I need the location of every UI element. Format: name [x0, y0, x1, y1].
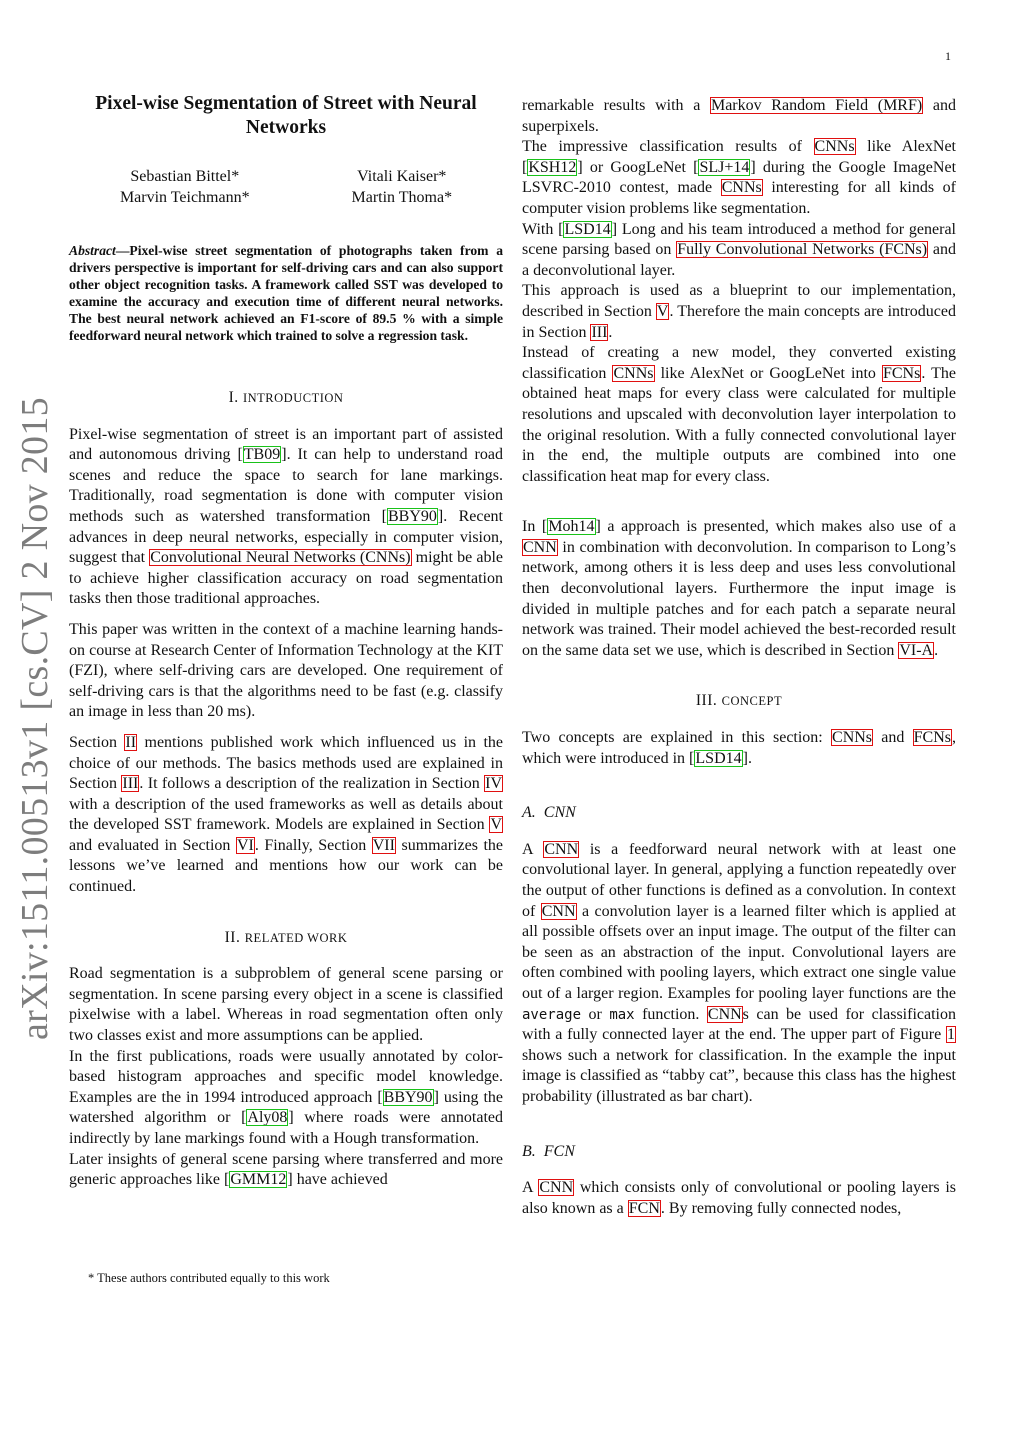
paragraph: The impressive classification results of CNNs like AlexNet [KSH12] or GoogLeNet [SLJ+14] during the Google ImageNet LSVRC-2010 contest, made CNNs interesting for all kinds of computer vision problems like segmentation. — [522, 138, 957, 217]
abstract-text: —Pixel-wise street segmentation of photographs taken from a drivers perspective is important for self-driving cars and can also support other object recognition tasks. A framework called SST was developed to examine the accuracy and execution time of different neural networks. The best neural network achieved an F1-score of 89.5 % with a simple feedforward neural network which trained to solve a regression task. — [69, 243, 503, 343]
left-column — [69, 92, 503, 1191]
citation-link[interactable]: BBY90 — [388, 507, 437, 525]
author-column — [120, 166, 250, 208]
page-number: 1 — [945, 49, 951, 63]
author-name: Marvin Teichmann* — [119, 189, 250, 206]
acronym-link[interactable]: CNN — [541, 902, 576, 920]
section-link[interactable]: VI — [236, 836, 254, 854]
paragraph: A CNN is a feedforward neural network with at least one convolutional layer. In general, applying a function repeatedly over the output of other functions is defined as a convolution. In context of CNN a convolution layer is a learned filter which is applied at all possible offsets over an input image. The output of the filter can be seen as an abstraction of the input. Convolutional layers are often combined with pooling layers, which extract one single value out of a larger region. Examples for pooling layer functions are the average or max function. CNNs can be used for classification with a fully connected layer at the end. The upper part of Figure 1 shows such a network for classification. In the example the input image is classified as “tabby cat”, because this class has the highest probability (illustrated as bar chart). — [522, 840, 957, 1105]
citation-link[interactable]: Aly08 — [247, 1109, 288, 1127]
abstract — [69, 242, 503, 344]
section-heading-introduction: I. INTRODUCTION — [228, 389, 344, 406]
section-link[interactable]: IV — [485, 775, 502, 793]
paragraph: Section II mentions published work which influenced us in the choice of our methods. The basics methods used are explained in Section III. It follows a description of the realization in Section IV with a description of the used frameworks as well as details about the developed SST framework. Models are explained in Section V and evaluated in Section VI. Finally, Section VII summarizes the lessons we’ve learned and mentions how our work can be continued. — [69, 733, 504, 896]
citation-link[interactable]: KSH12 — [528, 158, 577, 176]
acronym-link[interactable]: CNN — [523, 538, 557, 556]
footnote: * These authors contributed equally to this work — [88, 1271, 330, 1285]
section-heading-concept: III. CONCEPT — [695, 692, 783, 710]
citation-link[interactable]: Moh14 — [548, 518, 595, 536]
section-link[interactable]: VII — [372, 836, 395, 854]
acronym-link[interactable]: FCNs — [882, 364, 921, 382]
acronym-link[interactable]: CNN — [707, 1005, 742, 1023]
acronym-link[interactable]: Convolutional Neural Networks (CNNs) — [150, 549, 411, 567]
citation-link[interactable]: GMM12 — [230, 1171, 287, 1189]
paragraph: A CNN which consists only of convolutional or pooling layers is also known as a FCN. By removing fully connected nodes, — [522, 1179, 957, 1217]
citation-link[interactable]: LSD14 — [564, 220, 611, 238]
paragraph: Road segmentation is a subproblem of general scene parsing or segmentation. In scene parsing every object in a scene is classified pixelwise with a label. Whereas in road segmentation often only two classes exist and more assumptions can be applied. — [69, 965, 503, 1045]
paragraph: With [LSD14] Long and his team introduced a method for general scene parsing based on Fully Convolutional Networks (FCNs) and a deconvolutional layer. — [522, 220, 957, 279]
acronym-link[interactable]: Fully Convolutional Networks (FCNs) — [677, 241, 928, 259]
subsection-heading-fcn: B. FCN — [522, 1142, 575, 1160]
arxiv-stamp[interactable]: arXiv:1511.00513v1 [cs.CV] 2 Nov 2015 — [14, 397, 56, 1040]
author-name: Martin Thoma* — [351, 189, 453, 206]
citation-link[interactable]: LSD14 — [695, 749, 742, 767]
paragraph: This approach is used as a blueprint to our implementation, described in Section V. Therefore the main concepts are introduced in Section III. — [522, 282, 956, 341]
paragraph: remarkable results with a Markov Random Field (MRF) and superpixels. — [522, 97, 956, 135]
acronym-link[interactable]: CNN — [544, 840, 579, 858]
author-name: Sebastian Bittel* — [130, 168, 240, 185]
section-link[interactable]: II — [125, 733, 137, 751]
section-link[interactable]: V — [656, 302, 669, 320]
figure-link[interactable]: 1 — [947, 1026, 955, 1044]
section-link[interactable]: III — [591, 323, 608, 341]
citation-link[interactable]: TB09 — [243, 446, 281, 464]
author-name: Vitali Kaiser* — [357, 168, 447, 185]
author-column — [351, 166, 452, 208]
acronym-link[interactable]: CNNs — [613, 364, 654, 382]
acronym-link[interactable]: FCN — [628, 1199, 660, 1217]
section-link[interactable]: V — [490, 816, 502, 834]
authors-block — [69, 166, 503, 208]
paper-title: Pixel-wise Segmentation of Street with Neural Networks — [95, 93, 477, 138]
section-heading-related-work: II. RELATED WORK — [224, 928, 348, 946]
acronym-link[interactable]: CNN — [539, 1179, 574, 1197]
section-link[interactable]: VI-A — [899, 641, 934, 659]
paragraph: In the first publications, roads were usually annotated by color-based histogram approaches and specific model knowledge. Examples are the in 1994 introduced approach [BBY90] using the watershed algorithm or [Aly08] where roads were annotated indirectly by lane markings found with a Hough transformation. — [69, 1047, 504, 1147]
citation-link[interactable]: BBY90 — [383, 1088, 433, 1106]
paragraph: Instead of creating a new model, they converted existing classification CNNs like AlexNet or GoogLeNet into FCNs. The obtained heat maps for every class were calculated for multiple resolutions and upscaled with deconvolution layer interpolation to the original resolution. With a fully connected convolutional layer in the end, the multiple outputs are combined into one classification heat map for every class. — [522, 344, 956, 485]
acronym-link[interactable]: CNNs — [721, 179, 762, 197]
paragraph: In [Moh14] a approach is presented, which makes also use of a CNN in combination with deconvolution. In comparison to Long’s network, among others it is less deep and uses less convolutional then deconvolutional layers. Furthermore the input image is divided in multiple patches and for each patch a separate neural network was trained. Their model achieved the best-recorded result on the same data set we use, which is described in Section VI-A. — [522, 518, 957, 659]
right-column — [522, 96, 956, 1219]
acronym-link[interactable]: CNNs — [832, 729, 873, 747]
acronym-link[interactable]: Markov Random Field (MRF) — [710, 97, 923, 114]
paragraph: Pixel-wise segmentation of street is an important part of assisted and autonomous driving [TB09]. It can help to understand road scenes and reduce the space to search for lane markings. Traditionally, road segmentation is done with computer vision methods such as watershed transformation [BBY90]. Recent advances in deep neural networks, especially in computer vision, suggest that Convolutional Neural Networks (CNNs) might be able to achieve higher classification accuracy on road segmentation tasks then those traditional approaches. — [69, 425, 504, 608]
citation-link[interactable]: SLJ+14 — [699, 158, 750, 176]
paragraph: Later insights of general scene parsing where transferred and more generic approaches like [GMM12] have achieved — [69, 1150, 503, 1189]
subsection-heading-cnn: A. CNN — [522, 804, 576, 822]
acronym-link[interactable]: CNNs — [814, 138, 855, 156]
section-link[interactable]: III — [122, 775, 139, 793]
acronym-link[interactable]: FCNs — [913, 729, 951, 747]
abstract-lead: Abstract — [69, 243, 116, 258]
paragraph: Two concepts are explained in this section: CNNs and FCNs, which were introduced in [LSD14]. — [522, 729, 956, 767]
paragraph: This paper was written in the context of a machine learning hands-on course at Research Center of Information Technology at the KIT (FZI), where self-driving cars are developed. One requirement of self-driving cars is that the algorithms need to be fast (e.g. classify an image in less than 20 ms). — [69, 620, 503, 721]
